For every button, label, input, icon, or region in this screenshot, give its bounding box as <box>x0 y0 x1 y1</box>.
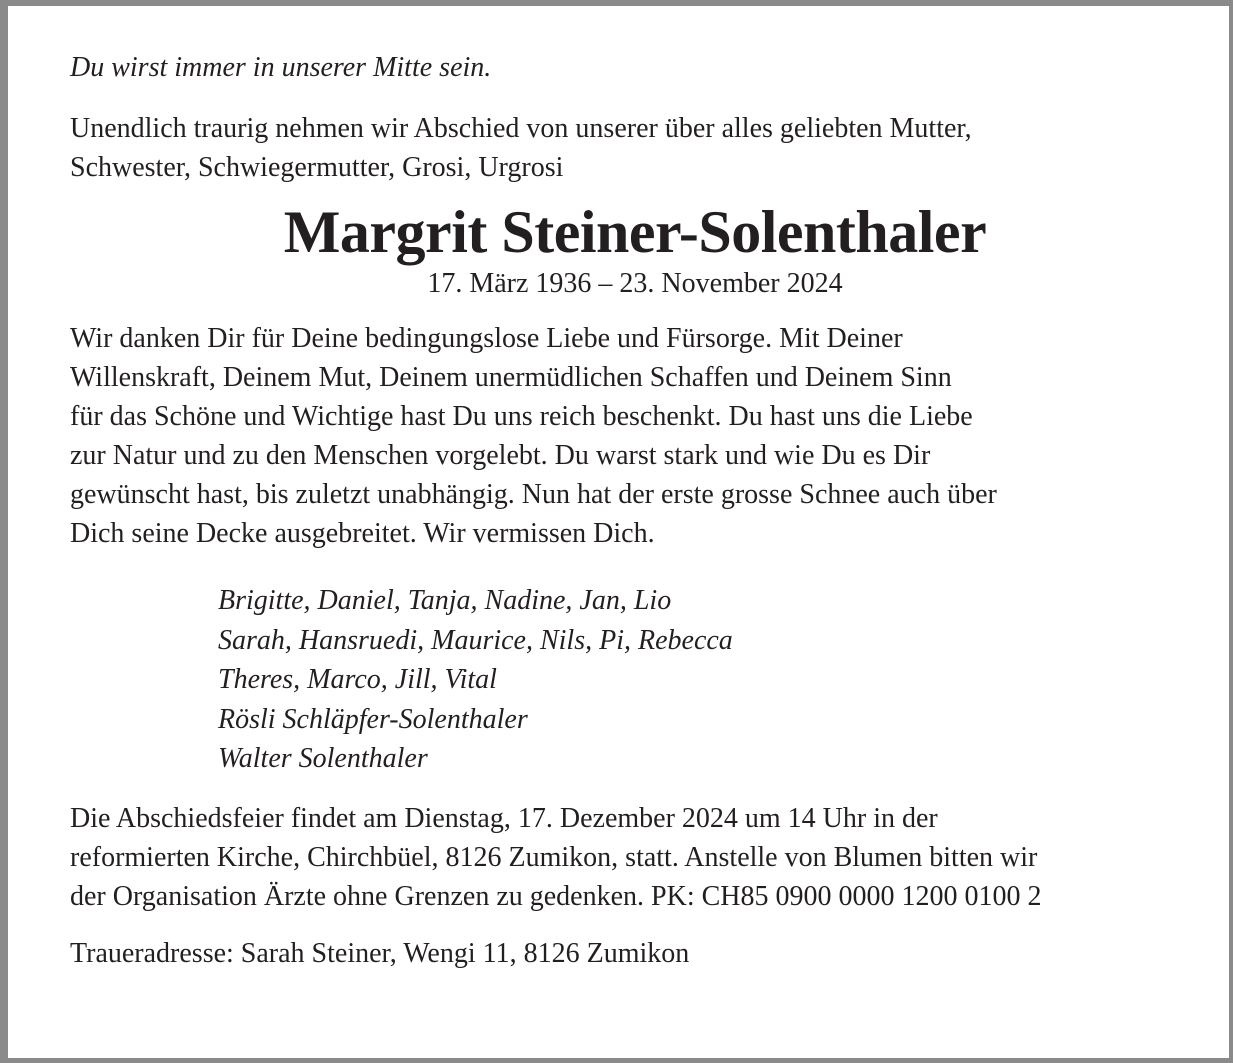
mourning-address: Traueradresse: Sarah Steiner, Wengi 11, 8126 Zumikon <box>70 937 690 969</box>
family-line: Sarah, Hansruedi, Maurice, Nils, Pi, Rebecca <box>218 624 733 656</box>
family-line: Rösli Schläpfer-Solenthaler <box>218 703 528 735</box>
deceased-name: Margrit Steiner-Solenthaler <box>283 199 987 265</box>
obituary-notice <box>70 48 1200 973</box>
family-list <box>218 581 1200 779</box>
intro-text: Unendlich traurig nehmen wir Abschied von unserer über alles geliebten Mutter, Schwester, Schwiegermutter, Grosi, Urgrosi <box>70 113 972 183</box>
tribute-text: Wir danken Dir für Deine bedingungslose Liebe und Fürsorge. Mit Deiner Willenskraft, Deinem Mut, Deinem unermüdlichen Schaffen und Deinem Sinn für das Schöne und Wichtige hast Du uns reich beschenkt. Du hast uns die Liebe zur Natur und zu den Menschen vorgelebt. Du warst stark und wie Du es Dir gewünscht hast, bis zuletzt unabhängig. Nun hat der erste grosse Schnee auch über Dich seine Decke ausgebreitet. Wir vermissen Dich. <box>70 323 997 549</box>
family-line: Theres, Marco, Jill, Vital <box>218 664 497 695</box>
ceremony-info: Die Abschiedsfeier findet am Dienstag, 17. Dezember 2024 um 14 Uhr in der reformierten Kirche, Chirchbüel, 8126 Zumikon, statt. Anstelle von Blumen bitten wir der Organisation Ärzte ohne Grenzen zu gedenken. PK: CH85 0900 0000 1200 0100 2 <box>70 802 1042 912</box>
motto: Du wirst immer in unserer Mitte sein. <box>70 52 492 83</box>
life-dates: 17. März 1936 – 23. November 2024 <box>427 268 843 299</box>
family-line: Walter Solenthaler <box>218 743 428 774</box>
family-line: Brigitte, Daniel, Tanja, Nadine, Jan, Lio <box>218 585 672 616</box>
